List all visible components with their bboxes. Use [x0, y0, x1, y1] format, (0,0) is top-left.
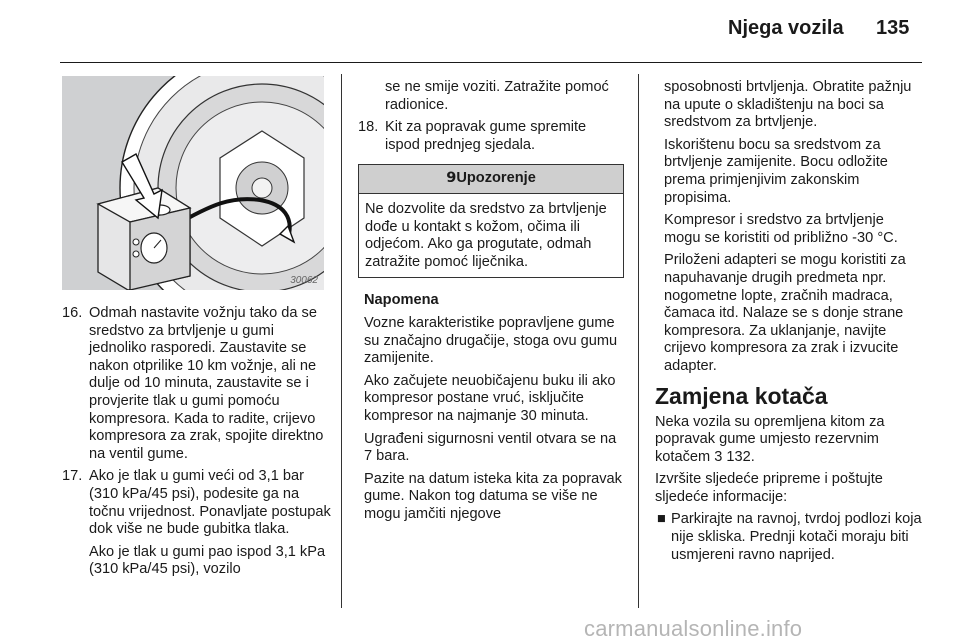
list-item — [62, 305, 334, 463]
list-item — [62, 468, 334, 538]
list-item — [655, 511, 923, 564]
page-ref-icon: 3 — [714, 448, 723, 465]
paragraph: Kompresor i sredstvo za brtvljenje mogu se koristiti od približno -30 °C. — [664, 212, 898, 246]
step-number: 17. — [62, 468, 83, 485]
list-item — [358, 119, 624, 154]
warning-header — [359, 165, 623, 194]
paragraph: sposobnosti brtvljenja. Obratite pažnju na upute o skladištenju na boci sa sredstvom za brtvljenje. — [664, 79, 912, 131]
note-paragraph: Ugrađeni sigurnosni ventil otvara se na 7 bara. — [364, 430, 617, 465]
section-heading: Zamjena kotača — [655, 382, 828, 409]
paragraph-text: Neka vozila su opremljena kitom za popravak gume umjesto rezervnim kotačem — [655, 413, 885, 465]
note-block — [358, 292, 624, 523]
step-subparagraph: Ako je tlak u gumi pao ispod 3,1 kPa (310 kPa/45 psi), vozilo — [89, 543, 326, 578]
step-number: 16. — [62, 305, 83, 321]
warning-icon: 9 — [446, 169, 457, 187]
step-text: Odmah nastavite vožnju tako da se sredstvo za brtvljenje u gumi jednoliko rasporedi. Zaustavite se nakon otprilike 10 km vožnje, ali ne dulje od 10 minuta, zaustavite se i provjerite tlak u gumi pomoću kompresora. Kada to radite, crijevo kompresora za zrak, spojite direktno na ventil gume. — [89, 305, 324, 462]
tire-compressor-drawing — [62, 76, 324, 290]
page-number: 135 — [876, 17, 910, 39]
note-title: Napomena — [364, 292, 439, 309]
figure-code: 30062 — [290, 275, 318, 286]
step-text: Ako je tlak u gumi veći od 3,1 bar (310 kPa/45 psi), podesite ga na točnu vrijednost. Ponavljate postupak dok više ne bude gubitka tlaka. — [89, 468, 331, 538]
paragraph: Iskorištenu bocu sa sredstvom za brtvljenje zamijenite. Bocu odložite prema primjenjivim zakonskim propisima. — [664, 136, 888, 206]
column-2 — [358, 79, 624, 528]
step-number: 18. — [358, 119, 379, 136]
column-3 — [655, 79, 923, 569]
note-paragraph: Pazite na datum isteka kita za popravak gume. Nakon tog datuma se više ne mogu jamčiti njegove — [364, 470, 622, 522]
page-ref-link[interactable]: 132. — [726, 448, 755, 465]
illustration-tire-compressor — [62, 76, 324, 290]
warning-text: Ne dozvolite da sredstvo za brtvljenje dođe u kontakt s kožom, očima ili odjećom. Ako ga progutate, odmah zatražite pomoć liječnika. — [365, 200, 607, 270]
bullet-icon: ■ — [657, 511, 666, 528]
note-paragraph: Ako začujete neuobičajenu buku ili ako kompresor postane vruć, isključite kompresor na najmanje 30 minuta. — [364, 372, 616, 424]
section-title: Njega vozila — [728, 17, 844, 39]
bullet-text: Parkirajte na ravnoj, tvrdoj podlozi koja nije skliska. Prednji kotači moraju biti usmjereni ravno naprijed. — [671, 511, 922, 563]
step-continuation: se ne smije voziti. Zatražite pomoć radionice. — [385, 79, 609, 113]
column-divider-left — [341, 74, 342, 608]
warning-title: Upozorenje — [456, 170, 536, 187]
step-text: Kit za popravak gume spremite ispod prednjeg sjedala. — [385, 119, 587, 153]
paragraph: Priloženi adapteri se mogu koristiti za napuhavanje drugih predmeta npr. nogometne lopte, zračnih madraca, čamaca itd. Nalaze se s donje strane kompresora. Za uklanjanje, navijte crijevo kompresora za zrak i izvucite adapter. — [664, 252, 906, 374]
paragraph — [655, 414, 923, 467]
paragraph: Izvršite sljedeće pripreme i poštujte sljedeće informacije: — [655, 471, 883, 505]
column-1 — [62, 305, 334, 584]
header-rule — [60, 62, 922, 63]
column-divider-right — [638, 74, 639, 608]
page-header — [0, 0, 960, 60]
note-paragraph: Vozne karakteristike popravljene gume su značajno drugačije, stoga ovu gumu zamijenite. — [364, 314, 618, 367]
warning-box — [358, 164, 624, 278]
watermark: carmanualsonline.info — [584, 616, 803, 641]
